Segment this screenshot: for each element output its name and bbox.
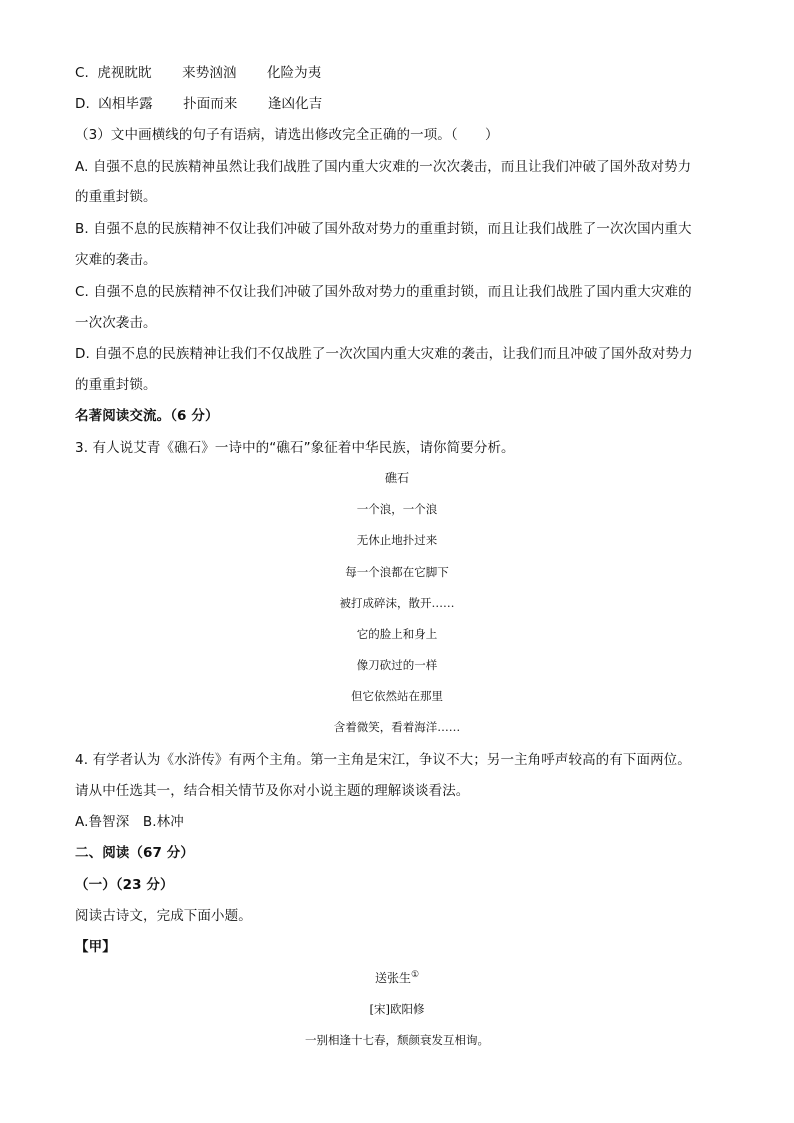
poem-line: 但它依然站在那里	[351, 689, 443, 703]
question-3: 3. 有人说艾青《礁石》一诗中的“礁石”象征着中华民族，请你简要分析。	[75, 440, 515, 456]
question-4: 请从中任选其一，结合相关情节及你对小说主题的理解谈谈看法。	[75, 783, 470, 799]
part-heading: （一）（23 分）	[75, 877, 174, 893]
question-4: 4. 有学者认为《水浒传》有两个主角。第一主角是宋江，争议不大；另一主角呼声较高的有下面两位。	[75, 752, 691, 768]
word: 化险为夷	[266, 65, 322, 81]
poem-line: 含着微笑，看着海洋……	[333, 720, 461, 734]
option-label: D.	[75, 96, 90, 112]
poem-line: 每一个浪都在它脚下	[345, 565, 449, 579]
option-a-line: 的重重封锁。	[75, 189, 157, 205]
option-d-line: D. 自强不息的民族精神让我们不仅战胜了一次次国内重大灾难的袭击，让我们而且冲破了国外敌对势力	[75, 346, 693, 362]
option-d-words	[75, 95, 322, 113]
passage-label: 【甲】	[75, 939, 116, 955]
poem-line: 像刀砍过的一样	[356, 658, 438, 672]
word: 扑面而来	[183, 96, 238, 112]
poem-title-text: 送张生	[374, 971, 411, 985]
option-c-words	[75, 64, 321, 82]
poem-line: 被打成碎沫，散开……	[339, 596, 455, 610]
question-4-options: A.鲁智深 B.林冲	[75, 814, 184, 830]
poem-title: 礁石	[384, 471, 409, 485]
instruction: 阅读古诗文，完成下面小题。	[75, 908, 252, 924]
option-c-line: 一次次袭击。	[75, 315, 157, 331]
option-label: C.	[75, 65, 89, 81]
poem-author: [宋]欧阳修	[369, 1002, 425, 1016]
section-heading: 名著阅读交流。（6 分）	[75, 408, 219, 424]
option-a-line: A. 自强不息的民族精神虽然让我们战胜了国内重大灾难的一次次袭击，而且让我们冲破了国外敌对势力	[75, 159, 692, 175]
question-prompt: （3）文中画横线的句子有语病，请选出修改完全正确的一项。（ ）	[75, 127, 499, 143]
poem-line: 一个浪，一个浪	[356, 502, 438, 516]
word: 虎视眈眈	[97, 65, 152, 81]
option-d-line: 的重重封锁。	[75, 377, 157, 393]
poem-line: 无休止地扑过来	[356, 533, 438, 547]
poem-line: 它的脸上和身上	[356, 627, 438, 641]
word: 凶相毕露	[98, 96, 153, 112]
option-b-line: 灾难的袭击。	[75, 252, 157, 268]
poem-title	[0, 970, 794, 986]
poem-line: 一别相逢十七春，颓颜衰发互相询。	[305, 1033, 489, 1047]
word: 逢凶化吉	[267, 96, 323, 112]
word: 来势汹汹	[182, 65, 237, 81]
footnote-marker: ①	[410, 970, 420, 980]
section-heading: 二、阅读（67 分）	[75, 845, 194, 861]
option-c-line: C. 自强不息的民族精神不仅让我们冲破了国外敌对势力的重重封锁，而且让我们战胜了国内重大灾难的	[75, 284, 692, 300]
option-b-line: B. 自强不息的民族精神不仅让我们冲破了国外敌对势力的重重封锁，而且让我们战胜了一次次国内重大	[75, 221, 692, 237]
